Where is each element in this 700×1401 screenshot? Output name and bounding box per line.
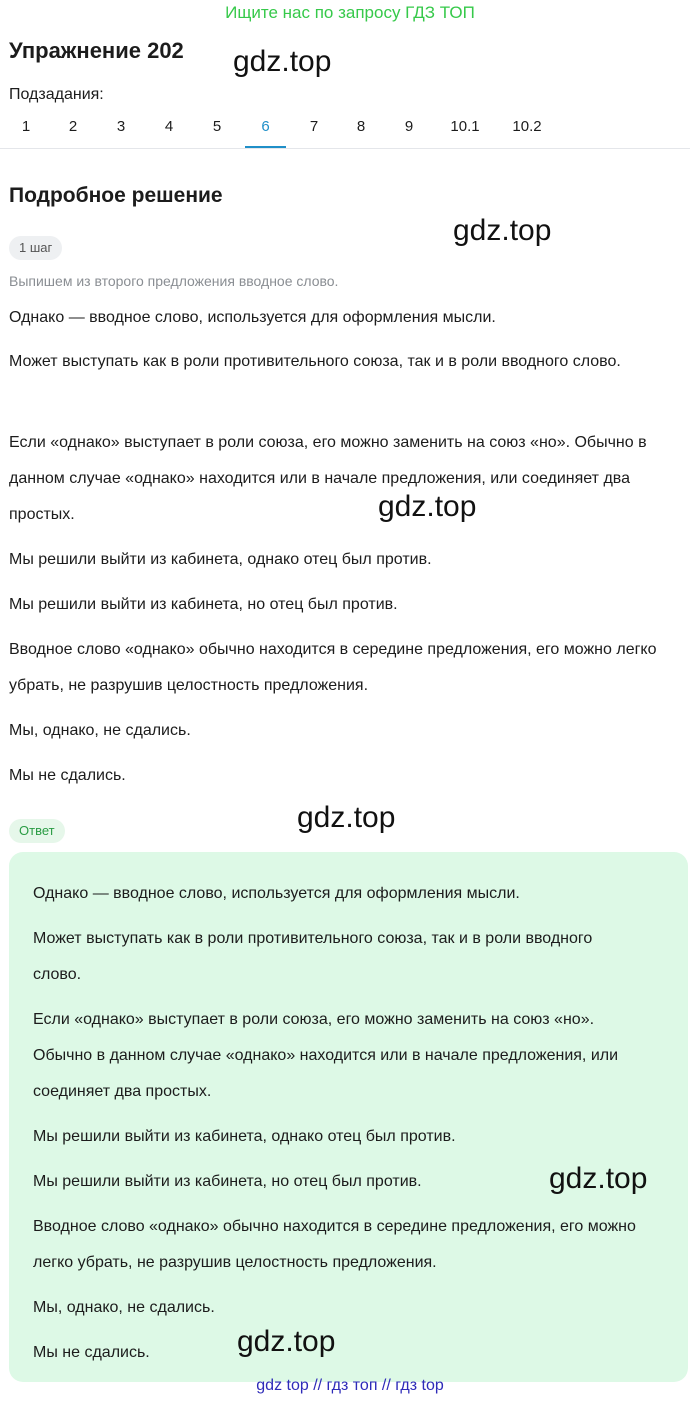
footer-links: gdz top // гдз топ // гдз top (256, 1377, 444, 1394)
answer-paragraph: Мы не сдались. (33, 1344, 150, 1361)
exercise-title: Упражнение 202 (9, 38, 184, 63)
answer-paragraph: Мы решили выйти из кабинета, однако отец был против. (33, 1128, 456, 1145)
tab-subtask-6[interactable]: 6 (245, 108, 286, 148)
step-hint: Выпишем из второго предложения вводное слово. (9, 273, 339, 289)
answer-badge: Ответ (9, 819, 65, 843)
search-banner: Ищите нас по запросу ГДЗ ТОП (225, 3, 475, 22)
solution-paragraph: Мы не сдались. (9, 767, 126, 784)
tab-subtask-7[interactable]: 7 (309, 118, 319, 135)
answer-paragraph: Вводное слово «однако» обычно находится в середине предложения, его можно легко убрать, не разрушив целостность предложения. (33, 1218, 636, 1271)
answer-paragraph: Мы, однако, не сдались. (33, 1299, 215, 1316)
watermark: gdz.top (549, 1162, 648, 1195)
answer-paragraph: Однако — вводное слово, используется для оформления мысли. (33, 885, 520, 902)
tab-subtask-8[interactable]: 8 (356, 118, 366, 135)
solution-title: Подробное решение (9, 184, 223, 207)
answer-box (9, 852, 688, 1382)
watermark: gdz.top (237, 1325, 336, 1358)
solution-paragraph: Мы решили выйти из кабинета, однако отец был против. (9, 551, 432, 568)
tab-subtask-10-1[interactable]: 10.1 (450, 118, 480, 135)
watermark: gdz.top (453, 214, 552, 247)
watermark: gdz.top (297, 801, 396, 834)
solution-paragraph: Если «однако» выступает в роли союза, его можно заменить на союз «но». Обычно в данном случае «однако» находится или в начале предложения, или соединяет два простых. (9, 434, 647, 523)
answer-paragraph: Мы решили выйти из кабинета, но отец был против. (33, 1173, 422, 1190)
answer-paragraph: Если «однако» выступает в роли союза, его можно заменить на союз «но». Обычно в данном случае «однако» находится или в начале предложения, или соединяет два простых. (33, 1011, 619, 1100)
answer-paragraph: Может выступать как в роли противительного союза, так и в роли вводного слово. (33, 930, 593, 983)
watermark: gdz.top (233, 45, 332, 78)
solution-paragraph: Вводное слово «однако» обычно находится в середине предложения, его можно легко убрать, не разрушив целостность предложения. (9, 641, 657, 694)
tab-subtask-5[interactable]: 5 (212, 118, 222, 135)
tab-subtask-9[interactable]: 9 (404, 118, 414, 135)
solution-paragraph: Мы решили выйти из кабинета, но отец был против. (9, 596, 398, 613)
tab-subtask-2[interactable]: 2 (68, 118, 78, 135)
tab-subtask-10-2[interactable]: 10.2 (512, 118, 542, 135)
step-badge: 1 шаг (9, 236, 62, 260)
solution-paragraph: Однако — вводное слово, используется для оформления мысли. (9, 309, 496, 326)
subtask-tabs (0, 108, 690, 149)
solution-paragraph: Мы, однако, не сдались. (9, 722, 191, 739)
watermark: gdz.top (378, 490, 477, 523)
tab-subtask-1[interactable]: 1 (21, 118, 31, 135)
tab-subtask-3[interactable]: 3 (116, 118, 126, 135)
solution-paragraph: Может выступать как в роли противительного союза, так и в роли вводного слово. (9, 353, 621, 370)
tab-subtask-4[interactable]: 4 (164, 118, 174, 135)
subtasks-label: Подзадания: (9, 86, 104, 103)
